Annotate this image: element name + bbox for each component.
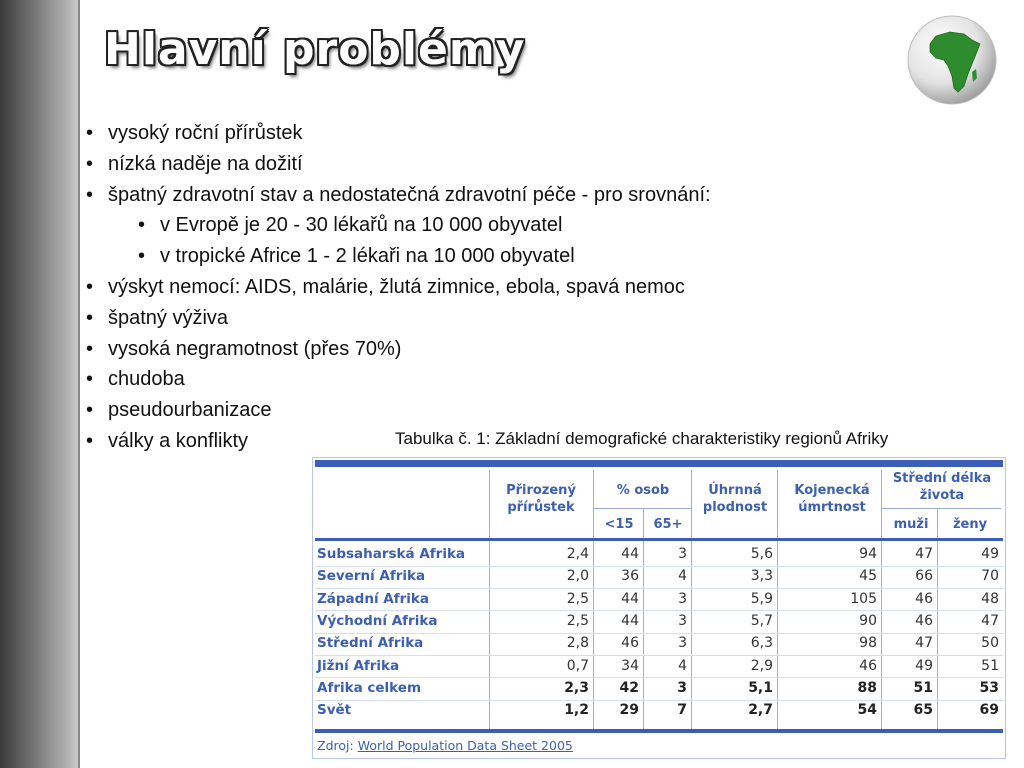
bullet-text: vysoký roční přírůstek (108, 122, 303, 144)
bullet-dot: • (86, 122, 94, 144)
table-header-bar (315, 538, 1003, 541)
table-cell: 47 (915, 546, 933, 562)
table-cell: 44 (621, 546, 639, 562)
table-top-bar (315, 460, 1003, 467)
table-cell: 3,3 (750, 568, 773, 585)
table-cell: 4 (678, 568, 687, 585)
bullet-text: chudoba (108, 368, 185, 391)
table-cell: 94 (859, 546, 877, 562)
bullet-dot: • (86, 152, 94, 175)
table-cell: 105 (850, 590, 877, 607)
bullet-text: v Evropě je 20 - 30 lékařů na 10 000 obyvatel (160, 214, 563, 237)
header-infant-mortality: Kojenecká úmrtnost (794, 483, 870, 515)
table-cell: 46 (859, 657, 877, 674)
row-region-name: Afrika celkem (317, 679, 422, 696)
source-label: Zdroj: (317, 738, 354, 753)
africa-globe-icon (906, 14, 998, 106)
header-fertility: Úhrnná plodnost (702, 483, 768, 515)
bullet-text: výskyt nemocí: AIDS, malárie, žlutá zimnice, ebola, spavá nemoc (108, 275, 685, 298)
table-cell: 45 (859, 568, 877, 585)
table-row (315, 566, 1003, 588)
bullet-dot: • (86, 429, 94, 452)
row-region-name: Západní Afrika (317, 590, 429, 607)
header-life-expectancy: Střední délka života (892, 471, 992, 503)
row-region-name: Východní Afrika (317, 612, 438, 629)
table-cell: 48 (981, 590, 999, 607)
bullet-item (86, 180, 711, 211)
bullet-dot: • (86, 399, 94, 422)
bullet-text: pseudourbanizace (108, 399, 272, 422)
header-natural-growth: Přirozený přírůstek (506, 483, 576, 515)
bullet-text: špatný zdravotní stav a nedostatečná zdravotní péče - pro srovnání: (108, 183, 711, 206)
table-cell: 2,5 (566, 590, 589, 607)
table-cell: 50 (981, 635, 999, 652)
table-cell: 98 (859, 635, 877, 652)
table-bottom-bar (315, 729, 1003, 733)
table-cell: 47 (915, 635, 933, 652)
table-cell: 46 (915, 612, 933, 629)
table-cell: 2,4 (566, 546, 589, 562)
header-rule-percent (593, 508, 691, 509)
bullet-text: nízká naděje na dožití (108, 152, 303, 175)
table-cell: 46 (915, 590, 933, 607)
bullet-item (86, 118, 711, 149)
table-cell: 34 (621, 657, 639, 674)
bullet-item (86, 210, 711, 241)
table-row (315, 678, 1003, 700)
table-cell: 49 (981, 546, 999, 562)
table-cell: 5,6 (750, 546, 773, 562)
bullet-dot: • (86, 183, 94, 206)
table-cell: 46 (621, 635, 639, 652)
bullet-dot: • (86, 337, 94, 360)
row-region-name: Jižní Afrika (317, 657, 400, 674)
table-cell: 88 (857, 679, 877, 696)
table-cell: 69 (979, 702, 999, 719)
bullet-text: v tropické Africe 1 - 2 lékaři na 10 000 obyvatel (160, 245, 575, 268)
table-cell: 1,2 (564, 702, 589, 719)
bullet-dot: • (86, 368, 94, 391)
table-cell: 3 (678, 612, 687, 629)
demographic-table (312, 457, 1006, 759)
row-region-name: Severní Afrika (317, 568, 426, 585)
table-cell: 7 (677, 702, 687, 719)
bullet-dot: • (86, 306, 94, 329)
bullet-item (86, 272, 711, 303)
table-row (315, 633, 1003, 655)
table-cell: 4 (678, 657, 687, 674)
table-cell: 0,7 (566, 657, 589, 674)
table-cell: 2,0 (566, 568, 589, 585)
table-row (315, 589, 1003, 611)
table-cell: 2,8 (566, 635, 589, 652)
table-row (315, 544, 1003, 566)
sidebar-gradient (0, 0, 80, 768)
table-cell: 3 (678, 590, 687, 607)
table-cell: 2,5 (566, 612, 589, 629)
bullet-item (86, 364, 711, 395)
table-cell: 42 (619, 679, 639, 696)
bullet-item (86, 334, 711, 365)
table-cell: 6,3 (750, 635, 773, 652)
bullet-dot: • (138, 245, 146, 268)
header-over65: 65+ (653, 517, 683, 532)
table-cell: 29 (619, 702, 639, 719)
bullet-list (86, 118, 711, 457)
table-cell: 44 (621, 590, 639, 607)
header-women: ženy (952, 517, 988, 532)
table-row (315, 656, 1003, 678)
bullet-item (86, 303, 711, 334)
table-cell: 2,3 (564, 679, 589, 696)
row-region-name: Subsaharská Afrika (317, 546, 466, 562)
table-cell: 3 (677, 679, 687, 696)
header-percent-persons: % osob (616, 483, 670, 498)
bullet-text: války a konflikty (108, 429, 249, 452)
table-cell: 44 (621, 612, 639, 629)
bullet-text: špatný výživa (108, 306, 229, 329)
bullet-dot: • (138, 214, 146, 237)
slide-title: Hlavní problémy (104, 24, 526, 75)
bullet-item (86, 149, 711, 180)
header-men: muži (893, 517, 929, 532)
table-cell: 36 (621, 568, 639, 585)
table-cell: 47 (981, 612, 999, 629)
table-cell: 53 (979, 679, 999, 696)
table-cell: 2,9 (750, 657, 773, 674)
table-cell: 5,9 (750, 590, 773, 607)
bullet-item (86, 241, 711, 272)
table-row (315, 611, 1003, 633)
table-cell: 3 (678, 546, 687, 562)
table-cell: 54 (857, 702, 877, 719)
table-caption: Tabulka č. 1: Základní demografické charakteristiky regionů Afriky (395, 429, 889, 448)
row-region-name: Svět (317, 702, 352, 719)
bullet-item (86, 395, 711, 426)
table-cell: 3 (678, 635, 687, 652)
table-cell: 51 (981, 657, 999, 674)
table-cell: 90 (859, 612, 877, 629)
table-cell: 65 (913, 702, 933, 719)
bullet-text: vysoká negramotnost (přes 70%) (108, 337, 402, 360)
source-link[interactable]: World Population Data Sheet 2005 (357, 738, 573, 753)
header-under15: <15 (604, 517, 634, 532)
table-row (315, 700, 1003, 722)
table-cell: 49 (915, 657, 933, 674)
table-cell: 5,1 (748, 679, 773, 696)
table-source (317, 738, 573, 753)
table-cell: 51 (913, 679, 933, 696)
table-cell: 70 (981, 568, 999, 585)
row-region-name: Střední Afrika (317, 635, 424, 652)
table-cell: 2,7 (748, 702, 773, 719)
table-cell: 66 (915, 568, 933, 585)
table-cell: 5,7 (750, 612, 773, 629)
header-rule-life (881, 508, 1001, 509)
bullet-dot: • (86, 275, 94, 298)
